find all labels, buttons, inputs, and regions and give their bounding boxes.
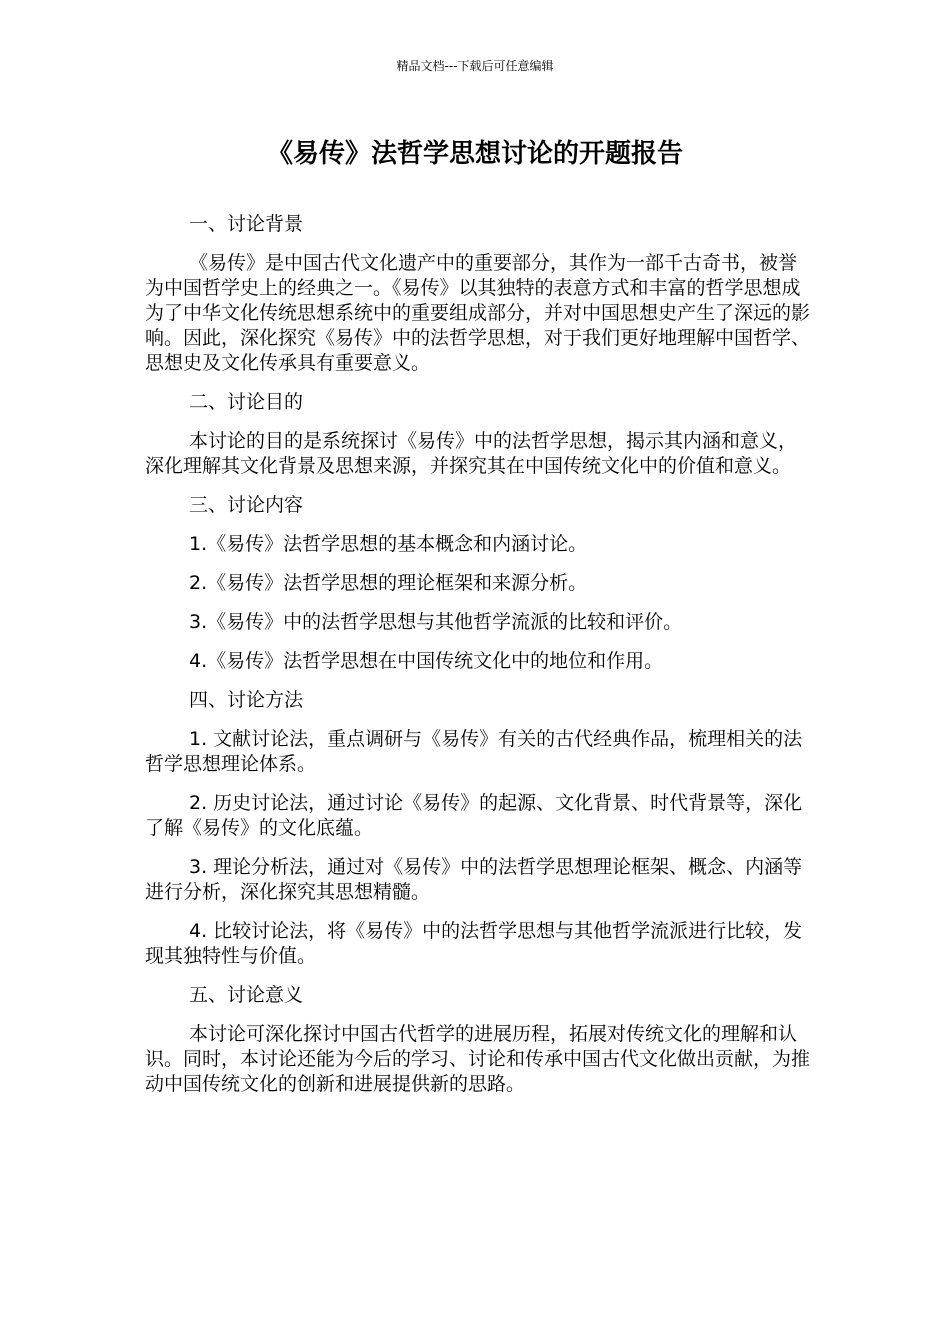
method-list-item: 1. 文献讨论法，重点调研与《易传》有关的古代经典作品，梳理相关的法哲学思想理论体系。	[145, 728, 803, 775]
document-title: 《易传》法哲学思想讨论的开题报告	[266, 139, 683, 169]
section-heading-significance: 五、讨论意义	[189, 984, 304, 1006]
section-heading-background: 一、讨论背景	[189, 213, 304, 235]
section-heading-content: 三、讨论内容	[189, 494, 304, 516]
page-header: 精品文档---下载后可任意编辑	[396, 59, 554, 73]
section-paragraph-purpose: 本讨论的目的是系统探讨《易传》中的法哲学思想，揭示其内涵和意义，深化理解其文化背景及思想来源，并探究其在中国传统文化中的价值和意义。	[145, 430, 798, 477]
method-list-item: 4. 比较讨论法，将《易传》中的法哲学思想与其他哲学流派进行比较，发现其独特性与价值。	[145, 920, 803, 967]
method-list-item: 2. 历史讨论法，通过讨论《易传》的起源、文化背景、时代背景等，深化了解《易传》的文化底蕴。	[145, 792, 803, 839]
section-paragraph-significance: 本讨论可深化探讨中国古代哲学的进展历程，拓展对传统文化的理解和认识。同时，本讨论还能为今后的学习、讨论和传承中国古代文化做出贡献，为推动中国传统文化的创新和进展提供新的思路。	[145, 1023, 811, 1095]
method-list-item: 3. 理论分析法，通过对《易传》中的法哲学思想理论框架、概念、内涵等进行分析，深化探究其思想精髓。	[145, 856, 803, 903]
section-paragraph-background: 《易传》是中国古代文化遗产中的重要部分，其作为一部千古奇书，被誉为中国哲学史上的经典之一。《易传》以其独特的表意方式和丰富的哲学思想成为了中华文化传统思想系统中的重要组成部分，并对中国思想史产生了深远的影响。因此，深化探究《易传》中的法哲学思想，对于我们更好地理解中国哲学、思想史及文化传承具有重要意义。	[145, 252, 811, 374]
content-list-item: 2.《易传》法哲学思想的理论框架和来源分析。	[189, 572, 588, 594]
content-list-item: 4.《易传》法哲学思想在中国传统文化中的地位和作用。	[189, 650, 664, 672]
section-heading-purpose: 二、讨论目的	[189, 391, 304, 413]
content-list-item: 3.《易传》中的法哲学思想与其他哲学流派的比较和评价。	[189, 611, 683, 633]
content-list-item: 1.《易传》法哲学思想的基本概念和内涵讨论。	[189, 533, 588, 555]
section-heading-methods: 四、讨论方法	[189, 689, 304, 711]
document-body	[145, 212, 810, 1111]
